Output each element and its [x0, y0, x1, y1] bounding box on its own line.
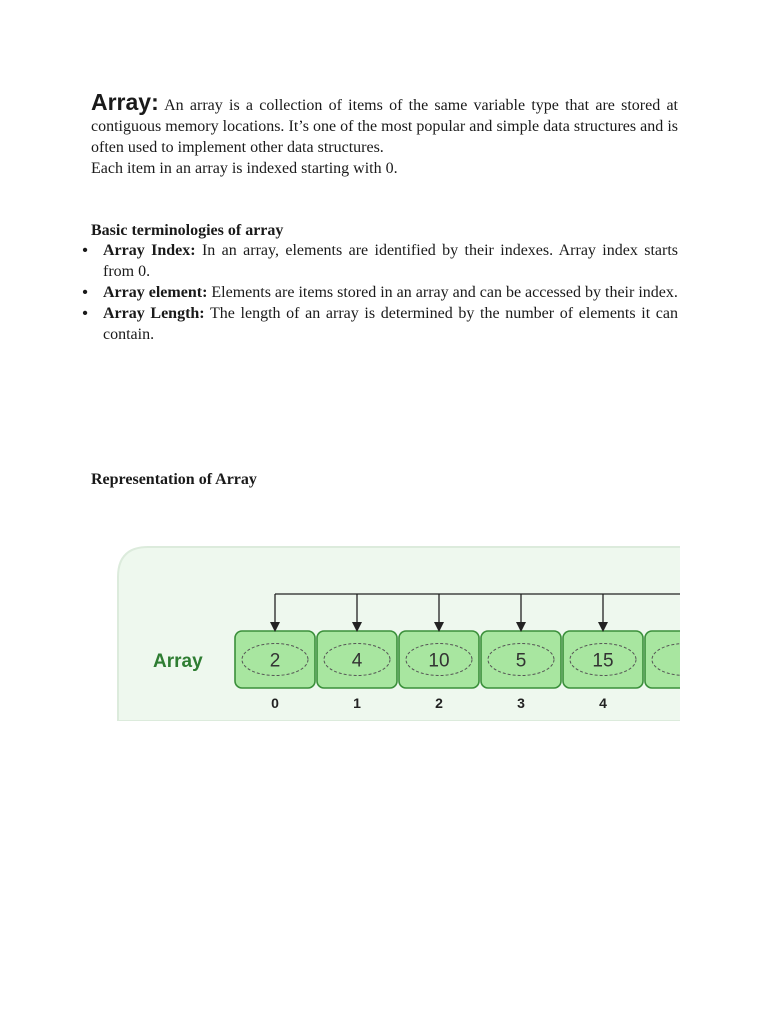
array-label: Array [153, 651, 203, 672]
array-definition: An array is a collection of items of the same variable type that are stored at contiguous memory locations. It’s one of the most popular and simple data structures and is often used to implement other data structures. [91, 97, 678, 156]
bullet-icon: • [82, 284, 88, 301]
array-value: 2 [269, 650, 281, 672]
list-item [79, 282, 678, 303]
array-value: 4 [351, 650, 363, 672]
term-description: In an array, elements are identified by their indexes. Array index starts from 0. [103, 242, 678, 280]
array-diagram [116, 545, 680, 721]
list-item [79, 240, 678, 282]
array-value: 15 [592, 650, 614, 672]
array-value: 5 [515, 650, 527, 672]
intro-paragraph [91, 89, 678, 179]
array-index: 4 [599, 695, 607, 711]
array-index: 1 [353, 695, 361, 711]
list-item [79, 303, 678, 345]
array-index: 2 [435, 695, 443, 711]
term-array-element: Array element: [103, 284, 208, 301]
array-cell [645, 631, 680, 688]
bullet-icon: • [82, 242, 88, 259]
array-value: 10 [428, 650, 450, 672]
term-description: Elements are items stored in an array and can be accessed by their index. [207, 284, 678, 301]
terminology-title: Basic terminologies of array [91, 222, 284, 239]
representation-title: Representation of Array [91, 471, 257, 488]
array-index: 0 [271, 695, 279, 711]
terminology-list [79, 240, 678, 345]
bullet-icon: • [82, 305, 88, 322]
term-array-index: Array Index: [103, 242, 196, 259]
indexing-note: Each item in an array is indexed starting with 0. [91, 160, 398, 177]
array-heading: Array: [91, 89, 159, 115]
array-diagram-svg [116, 545, 680, 721]
array-index: 3 [517, 695, 525, 711]
term-description: The length of an array is determined by the number of elements it can contain. [103, 305, 679, 343]
term-array-length: Array Length: [103, 305, 205, 322]
